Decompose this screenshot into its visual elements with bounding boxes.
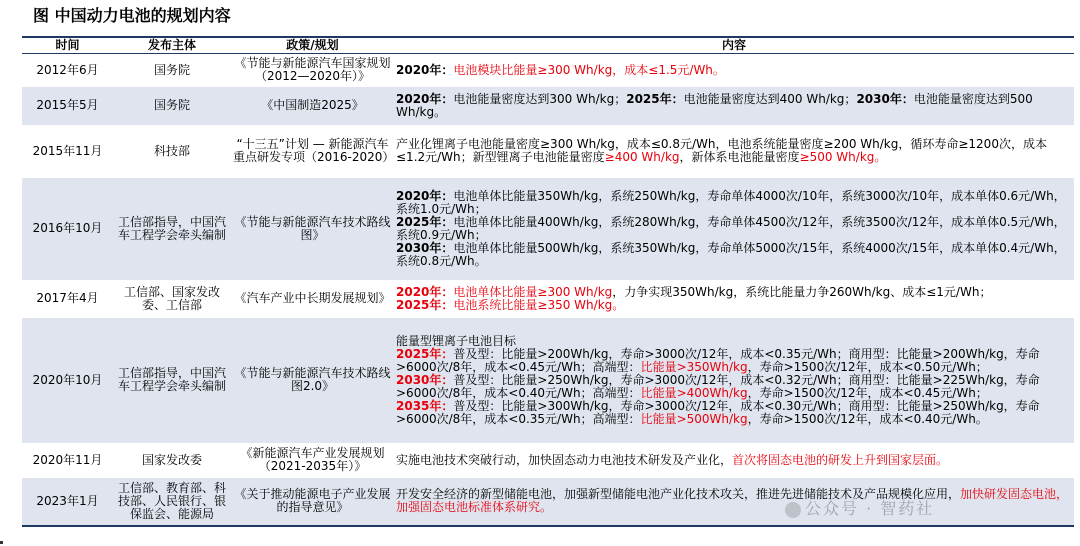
cell-content (394, 54, 1074, 87)
content-text: 电池能量密度达到300 Wh/kg； (453, 91, 627, 106)
content-text: 2030年： (396, 372, 454, 387)
content-text: 普及型：比能量>200Wh/kg，寿命>3000次/12年，成本<0.35元/Wh；商用型：比能量>200Wh/kg，寿命>6000次/8年，成本<0.45元/Wh；高端型： (396, 346, 1040, 374)
cell-publisher: 国务院 (113, 87, 231, 125)
cell-content (394, 280, 1074, 318)
content-text: 电池能量密度达到500 Wh/kg。 (396, 91, 1033, 119)
cell-time: 2017年4月 (36, 291, 99, 305)
content-text: 2025年： (626, 91, 684, 106)
content-text: ，寿命>1500次/12年，成本<0.50元/Wh； (747, 359, 988, 374)
table-row (22, 280, 1074, 318)
content-text: 比能量>400Wh/kg (640, 385, 748, 400)
content-text: 2020年： (396, 284, 454, 299)
content-text: 电池单体比能量350Wh/kg，系统250Wh/kg，寿命单体4000次/10年，系统3000次/10年，成本单体0.6元/Wh，系统1.0元/Wh； (396, 188, 1066, 216)
cell-content (394, 443, 1074, 478)
cell-time: 2015年11月 (32, 143, 103, 158)
cell-content (394, 318, 1074, 443)
content-text: 电池系统比能量≥350 Wh/kg。 (453, 297, 625, 312)
header-content: 内容 (394, 37, 1074, 54)
cell-policy: 《节能与新能源汽车技术路线图》 (231, 178, 394, 280)
cell-policy: “十三五”计划 — 新能源汽车重点研发专项（2016-2020） (233, 137, 395, 164)
content-text: 能量型锂离子电池目标 (396, 333, 517, 348)
content-text: 2020年： (396, 91, 454, 106)
page-title: 图 中国动力电池的规划内容 (33, 6, 231, 25)
cell-content (394, 87, 1074, 125)
content-text: 电池模块比能量≥300 Wh/kg，成本≤1.5元/Wh。 (453, 62, 725, 77)
content-text: 2020年： (396, 188, 454, 203)
content-text: ，力争实现350Wh/kg，系统比能量力争260Wh/kg、成本≤1元/Wh； (612, 284, 992, 299)
cell-time: 2012年6月 (36, 62, 99, 77)
content-text: 普及型：比能量>300Wh/kg，寿命>3000次/12年，成本<0.30元/Wh；商用型：比能量>250Wh/kg，寿命>6000次/8年，成本<0.35元/Wh；高端型： (396, 398, 1040, 426)
content-text: 加快研发固态电池，加强固态电池标准体系研究。 (396, 487, 1069, 514)
content-text: 实施电池技术突破行动，加快固态动力电池技术研发及产业化， (396, 452, 733, 467)
table-header-row (22, 37, 1074, 54)
cell-content (394, 125, 1074, 178)
table-row (22, 54, 1074, 87)
content-text: 比能量>500Wh/kg (640, 411, 748, 426)
content-text: 2035年： (396, 398, 454, 413)
content-text: 电池单体比能量≥300 Wh/kg (453, 284, 613, 299)
content-text: ≥500 Wh/kg。 (799, 150, 887, 164)
cell-time: 2016年10月 (22, 178, 113, 280)
table-row (22, 87, 1074, 125)
cell-policy: 《汽车产业中长期发展规划》 (234, 291, 391, 305)
cell-time: 2015年5月 (22, 87, 113, 125)
cell-policy: 《节能与新能源汽车技术路线图2.0》 (231, 318, 394, 443)
header-time: 时间 (22, 37, 113, 54)
content-text: 电池能量密度达到400 Wh/kg； (683, 91, 857, 106)
cell-publisher: 国家发改委 (141, 452, 202, 467)
table-row (22, 443, 1074, 478)
content-text: 2030年： (396, 240, 454, 255)
content-text: 普及型：比能量>250Wh/kg，寿命>3000次/12年，成本<0.32元/Wh；商用型：比能量>225Wh/kg，寿命>6000次/8年，成本<0.40元/Wh；高端型： (396, 372, 1040, 400)
cell-content (394, 478, 1074, 526)
table-row (22, 178, 1074, 280)
cell-publisher: 工信部指导，中国汽车工程学会牵头编制 (113, 178, 231, 280)
content-text: 电池单体比能量500Wh/kg，系统350Wh/kg，寿命单体5000次/15年，系统4000次/15年，成本单体0.4元/Wh，系统0.8元/Wh。 (396, 240, 1066, 268)
watermark-text: 公众号 · 智药社 (805, 499, 935, 518)
content-text: 2030年： (856, 91, 914, 106)
content-text: 比能量>350Wh/kg (640, 359, 748, 374)
content-text: 开发安全经济的新型储能电池，加强新型储能电池产业化技术攻关，推进先进储能技术及产品规模化应用， (396, 487, 961, 501)
cell-publisher: 国务院 (153, 62, 190, 77)
table-row (22, 318, 1074, 443)
cell-content (394, 178, 1074, 280)
cell-policy: 《中国制造2025》 (231, 87, 394, 125)
content-text: 首次将固态电池的研发上升到国家层面。 (732, 452, 949, 467)
content-text: 电池单体比能量400Wh/kg，系统280Wh/kg，寿命单体4500次/12年，系统3500次/12年，成本单体0.5元/Wh，系统0.9元/Wh； (396, 214, 1066, 242)
cell-time: 2020年10月 (22, 318, 113, 443)
content-text: 产业化锂离子电池能量密度≥300 Wh/kg，成本≤0.8元/Wh，电池系统能量密度≥200 Wh/kg，循环寿命≥1200次，成本≤1.2元/Wh；新型锂离子电池能量密度 (396, 137, 1047, 164)
cell-policy: 《新能源汽车产业发展规划（2021-2035年）》 (240, 446, 385, 473)
table-row (22, 478, 1074, 526)
cell-publisher: 工信部、国家发改委、工信部 (123, 284, 220, 312)
content-text: 2025年： (396, 346, 454, 361)
cell-time: 2020年11月 (32, 452, 103, 467)
content-text: ，寿命>1500次/12年，成本<0.40元/Wh。 (747, 411, 988, 426)
cell-publisher: 工信部指导，中国汽车工程学会牵头编制 (113, 318, 231, 443)
header-policy: 政策/规划 (231, 37, 394, 54)
content-text: 2020年： (396, 62, 454, 77)
content-text: ≥400 Wh/kg (604, 150, 680, 164)
table-row (22, 125, 1074, 178)
content-text: 2025年： (396, 214, 454, 229)
content-text: ，新体系电池能量密度 (679, 150, 800, 164)
cell-publisher: 科技部 (153, 143, 190, 158)
cell-policy: 《关于推动能源电子产业发展的指导意见》 (231, 478, 394, 526)
cell-publisher: 工信部、教育部、科技部、人民银行、银保监会、能源局 (113, 478, 231, 526)
cell-time: 2023年1月 (22, 478, 113, 526)
content-text: ，寿命>1500次/12年，成本<0.45元/Wh； (747, 385, 988, 400)
header-publisher: 发布主体 (113, 37, 231, 54)
content-text: 2025年： (396, 297, 454, 312)
cell-policy: 《节能与新能源汽车国家规划（2012—2020年）》 (234, 56, 391, 84)
corner-dot (0, 541, 3, 544)
battery-plan-table (22, 36, 1074, 527)
